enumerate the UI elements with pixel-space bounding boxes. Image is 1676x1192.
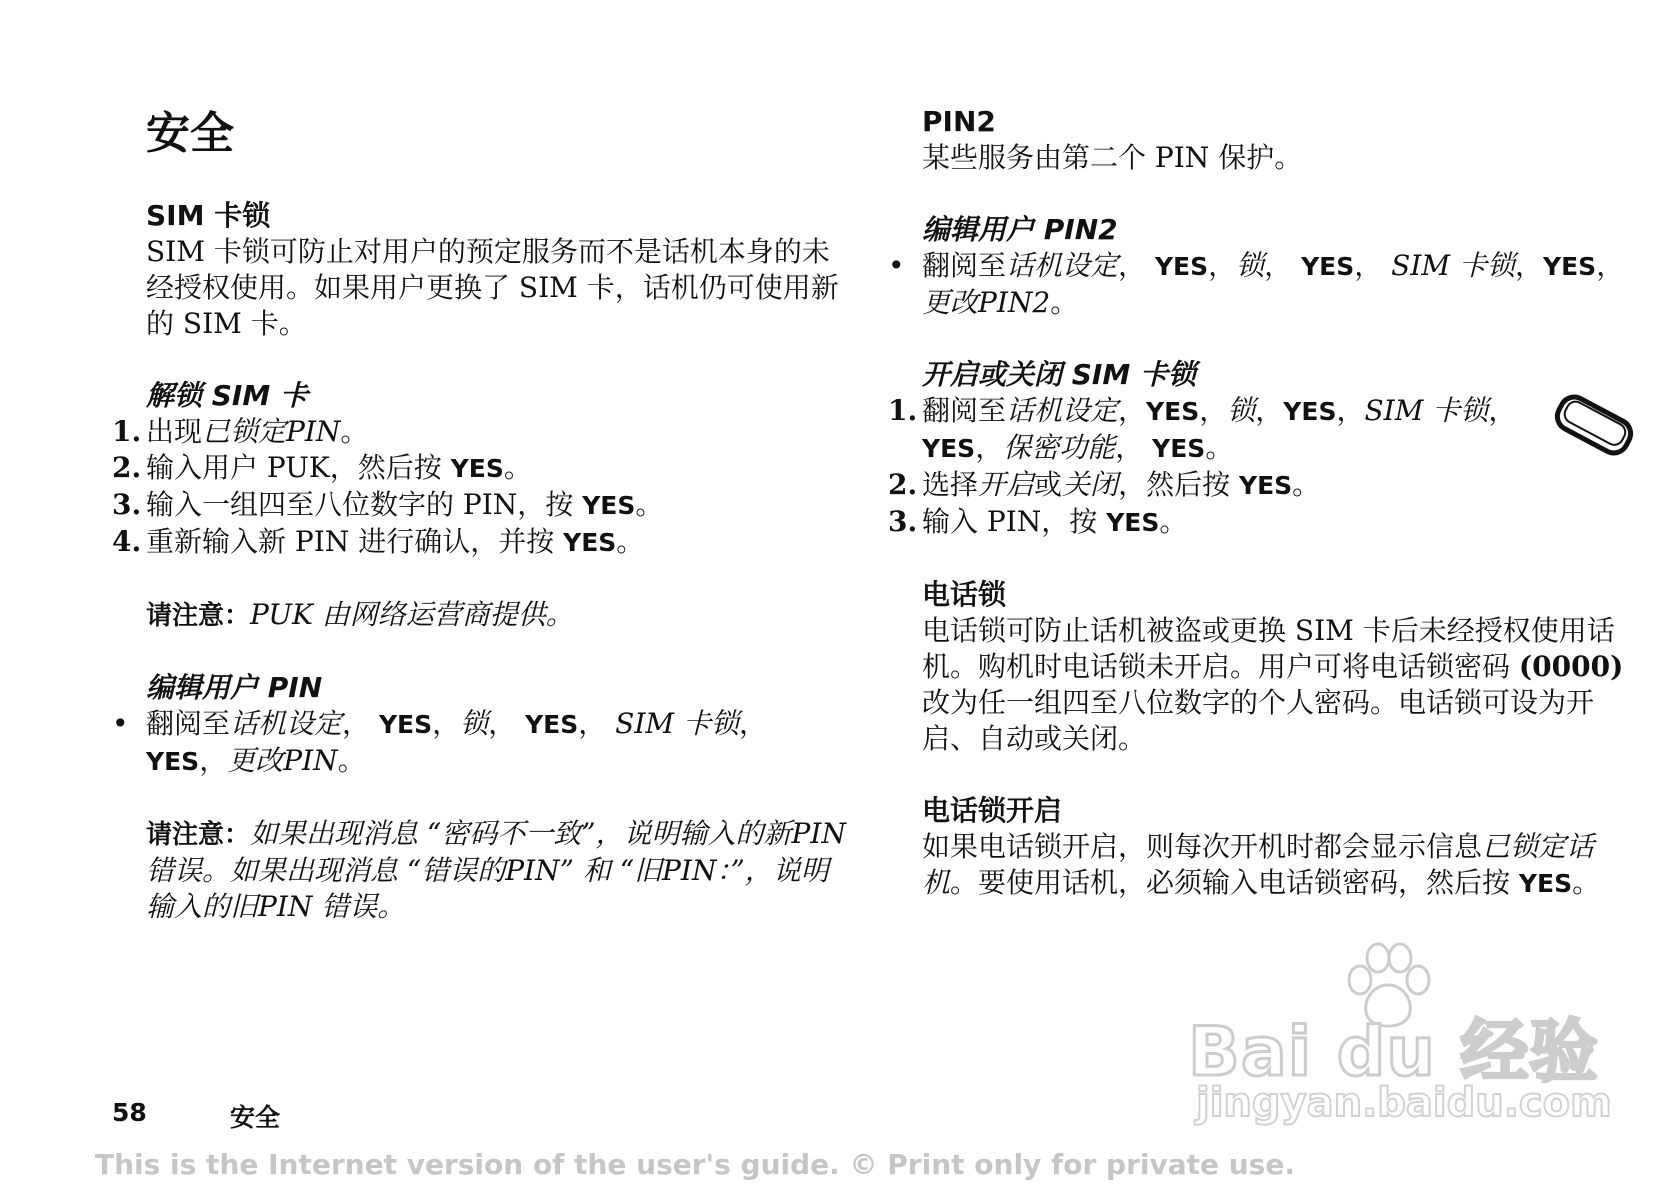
step-text: ， xyxy=(1488,394,1517,427)
step-text: ， xyxy=(1264,249,1302,282)
yes-key-label: YES xyxy=(1518,869,1573,898)
menu-path-item: 保密功能 xyxy=(1003,431,1116,464)
screen-message: 已锁定话机 xyxy=(922,830,1595,899)
step-text: 。 xyxy=(1159,505,1188,538)
step-text: 出现 xyxy=(146,415,203,449)
step-text: 。 xyxy=(503,451,532,485)
page-title: 安全 xyxy=(146,108,234,159)
step-text: 翻阅至 xyxy=(146,707,231,741)
note-puk xyxy=(146,597,846,634)
step-text: ， xyxy=(432,707,461,741)
step-number: 3. xyxy=(888,505,918,538)
step-number: 2. xyxy=(888,468,918,501)
pin2-body: 某些服务由第二个 PIN 保护。 xyxy=(922,141,1303,174)
edit-pin2-heading: 编辑用户 PIN2 xyxy=(922,213,1118,246)
body-text: 。要使用话机，必须输入电话锁密码，然后按 xyxy=(950,866,1519,899)
note-label: 请注意： xyxy=(146,820,251,851)
yes-key-label: YES xyxy=(378,710,433,740)
right-column xyxy=(888,100,1642,902)
footer-notice: This is the Internet version of the user's guide. © Print only for private use. xyxy=(95,1148,1295,1181)
yes-key-label: YES xyxy=(1238,471,1293,500)
baidu-watermark xyxy=(1188,940,1612,1140)
note-text: 如果出现消息 “密码不一致”，说明输入的新PIN 错误。如果出现消息 “错误的PIN” 和 “旧PIN：”，说明输入的旧PIN 错误。 xyxy=(146,817,846,924)
yes-key-label: YES xyxy=(1543,252,1597,281)
phone-lock-heading: 电话锁 xyxy=(922,578,1007,611)
step-text: ， xyxy=(1596,249,1625,282)
step-text: 输入用户 PUK，然后按 xyxy=(146,451,451,485)
menu-path-item: 开启 xyxy=(978,468,1035,501)
bullet-dot: • xyxy=(112,707,129,741)
step-text: ， xyxy=(738,707,767,741)
menu-path-item: 更改PIN xyxy=(227,744,338,778)
step-text: ， xyxy=(1199,394,1228,427)
step-text: ， xyxy=(488,707,526,741)
watermark-url: jingyan.baidu.com xyxy=(1196,1080,1612,1126)
page-number: 58 xyxy=(112,1098,147,1127)
body-text: 如果电话锁开启，则每次开机时都会显示信息 xyxy=(922,830,1483,863)
yes-key-label: YES xyxy=(525,710,579,740)
note-label: 请注意： xyxy=(146,601,251,632)
yes-key-label: YES xyxy=(1106,508,1160,537)
step-text: 。 xyxy=(340,415,369,449)
yes-key-label: YES xyxy=(1283,397,1337,426)
step-text: ， xyxy=(199,744,228,778)
toggle-sim-lock-heading: 开启或关闭 SIM 卡锁 xyxy=(922,358,1196,391)
pin2-heading: PIN2 xyxy=(922,105,996,138)
list-item xyxy=(888,248,1642,321)
menu-path-item: SIM 卡锁 xyxy=(615,707,739,741)
footer-section-title: 安全 xyxy=(230,1103,281,1132)
yes-key-label: YES xyxy=(1152,434,1206,463)
step-text: 重新输入新 PIN 进行确认，并按 xyxy=(146,525,564,559)
list-item xyxy=(888,467,1522,504)
step-text: ， xyxy=(1354,249,1392,282)
sim-lock-heading: SIM 卡锁 xyxy=(146,199,271,233)
step-text: ， xyxy=(1118,249,1155,282)
yes-key-label: YES xyxy=(1146,397,1200,426)
step-text: 。 xyxy=(635,488,664,522)
yes-key-label: YES xyxy=(1301,252,1355,281)
step-number: 2. xyxy=(112,451,142,485)
phone-lock-on-heading: 电话锁开启 xyxy=(922,794,1063,827)
unlock-sim-heading: 解锁 SIM 卡 xyxy=(146,379,308,413)
step-text: ， xyxy=(1208,249,1237,282)
list-item xyxy=(112,524,846,561)
menu-path-item: SIM 卡锁 xyxy=(1391,249,1515,282)
sim-lock-body: SIM 卡锁可防止对用户的预定服务而不是话机本身的未经授权使用。如果用户更换了 SIM 卡，话机仍可使用新的 SIM 卡。 xyxy=(146,235,839,341)
menu-path-item: 话机设定 xyxy=(1006,394,1119,427)
step-text: 输入 PIN，按 xyxy=(922,505,1107,538)
unlock-sim-steps xyxy=(112,414,846,561)
edit-pin-list xyxy=(112,706,846,780)
step-number: 3. xyxy=(112,488,142,522)
menu-path-item: 关闭 xyxy=(1062,468,1119,501)
yes-key-label: YES xyxy=(146,747,200,777)
list-item xyxy=(888,393,1522,467)
default-code: (0000) xyxy=(1518,650,1624,683)
note-text: PUK 由网络运营商提供。 xyxy=(250,598,574,632)
menu-path-item: 话机设定 xyxy=(1006,249,1119,282)
step-text: 。 xyxy=(1205,431,1234,464)
toggle-sim-lock-steps xyxy=(888,393,1522,541)
step-text: 。 xyxy=(1292,468,1321,501)
yes-key-label: YES xyxy=(450,454,504,484)
step-text: 。 xyxy=(616,525,645,559)
step-text: ， xyxy=(975,431,1004,464)
list-item xyxy=(112,450,846,487)
step-text: ， xyxy=(1118,394,1147,427)
menu-path-item: 锁 xyxy=(1227,394,1256,427)
step-text: ， xyxy=(1336,394,1365,427)
bullet-dot: • xyxy=(888,249,905,282)
phone-lock-on-body xyxy=(922,829,1642,902)
step-text: 输入一组四至八位数字的 PIN，按 xyxy=(146,488,583,522)
step-italic: 已锁定PIN xyxy=(202,415,341,449)
yes-key-label: YES xyxy=(922,434,976,463)
left-column xyxy=(112,100,846,925)
list-item xyxy=(112,706,846,780)
step-text: ， xyxy=(342,707,379,741)
step-text: 或 xyxy=(1034,468,1063,501)
step-text: 。 xyxy=(337,744,366,778)
list-item xyxy=(112,487,846,524)
step-text: 翻阅至 xyxy=(922,394,1007,427)
menu-path-item: SIM 卡锁 xyxy=(1364,394,1489,427)
menu-path-item: 更改PIN2 xyxy=(922,286,1051,319)
phone-keypad-icon xyxy=(1548,390,1640,460)
edit-pin2-list xyxy=(888,248,1642,321)
step-number: 4. xyxy=(112,525,142,559)
step-text: ， xyxy=(1514,249,1543,282)
step-text: ， xyxy=(578,707,616,741)
body-text: 。 xyxy=(1572,866,1601,899)
edit-pin-heading: 编辑用户 PIN xyxy=(146,671,323,705)
menu-path-item: 锁 xyxy=(460,707,489,741)
note-pin-error xyxy=(146,816,846,925)
watermark-brand: Bai du 经验 xyxy=(1188,1013,1599,1092)
list-item xyxy=(112,414,846,450)
step-text: ，然后按 xyxy=(1118,468,1239,501)
yes-key-label: YES xyxy=(1154,252,1209,281)
yes-key-label: YES xyxy=(563,528,617,558)
step-text: 。 xyxy=(1050,286,1079,319)
step-text: ， xyxy=(1115,431,1153,464)
body-text: 电话锁可防止话机被盗或更换 SIM 卡后未经授权使用话机。购机时电话锁未开启。用户可将电话锁密码 xyxy=(922,614,1615,683)
step-text: 翻阅至 xyxy=(922,249,1007,282)
step-text: ， xyxy=(1255,394,1284,427)
step-number: 1. xyxy=(112,415,142,449)
phone-lock-body xyxy=(922,613,1642,757)
menu-path-item: 锁 xyxy=(1236,249,1265,282)
body-text: 改为任一组四至八位数字的个人密码。电话锁可设为开启、自动或关闭。 xyxy=(922,686,1595,755)
list-item xyxy=(888,504,1522,541)
step-text: 选择 xyxy=(922,468,979,501)
step-number: 1. xyxy=(888,394,918,427)
yes-key-label: YES xyxy=(582,491,636,521)
menu-path-item: 话机设定 xyxy=(230,707,343,741)
